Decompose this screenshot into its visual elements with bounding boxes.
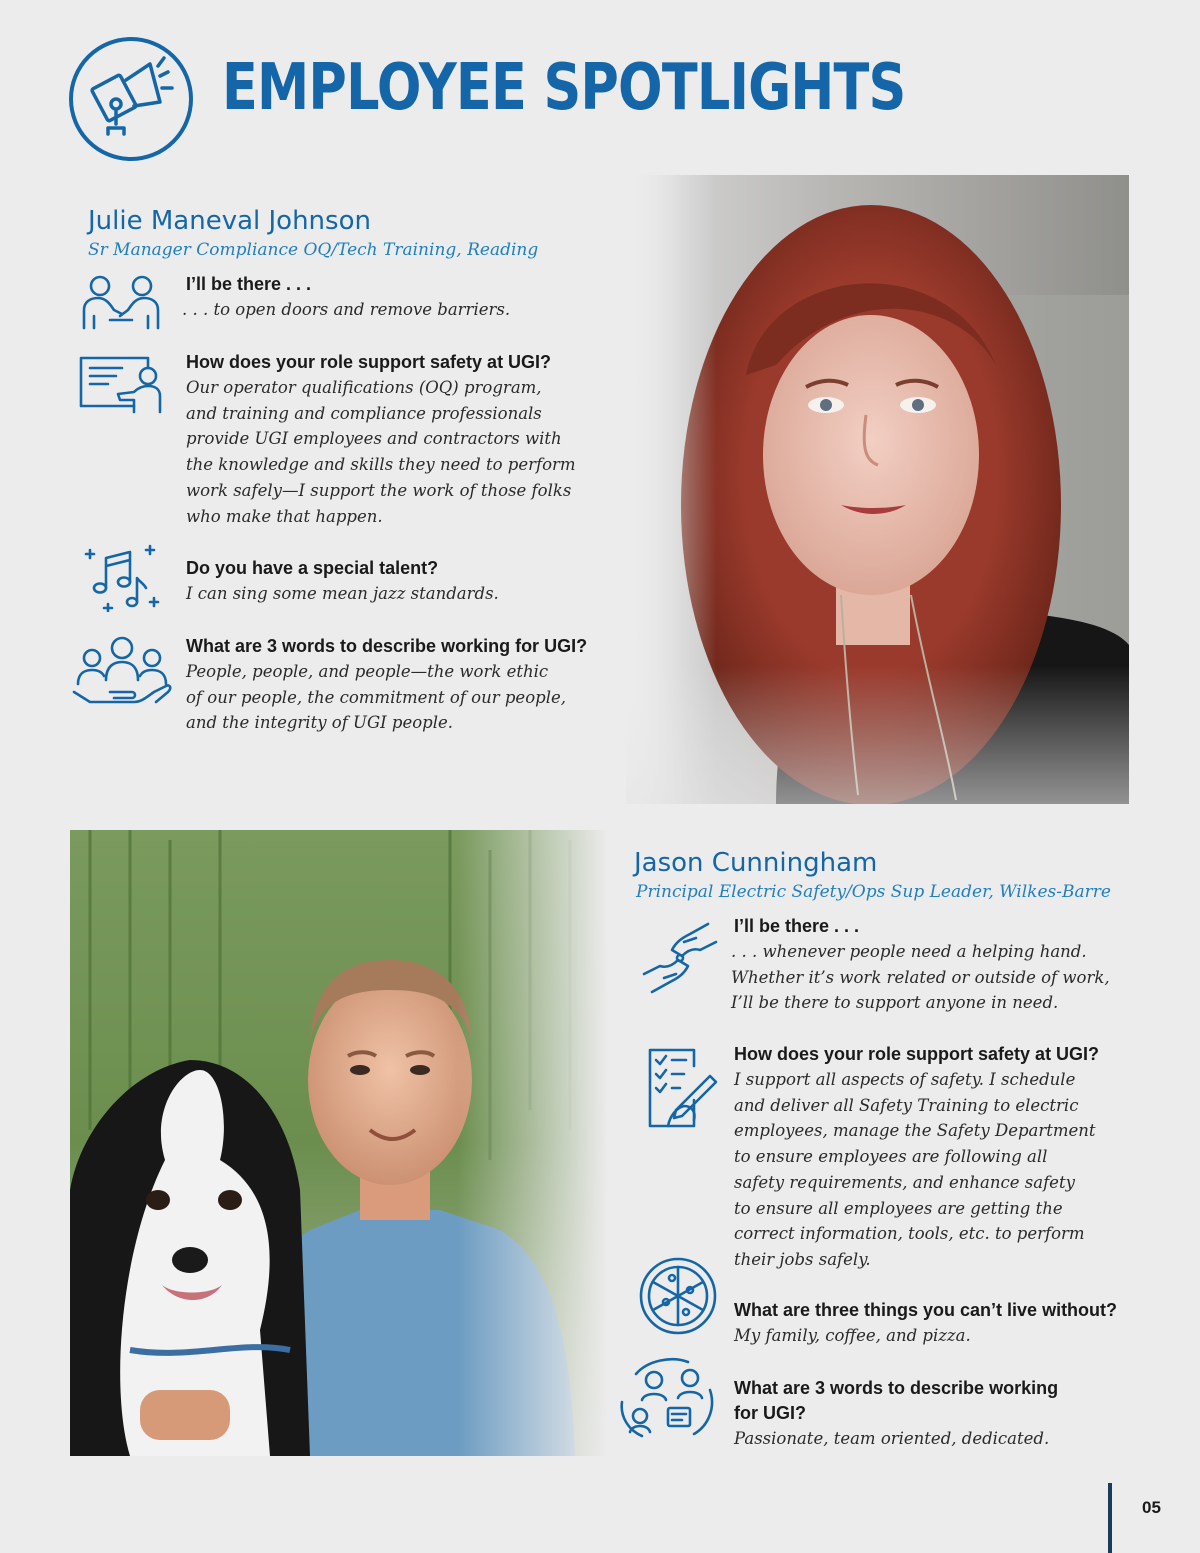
- page-number: 05: [1142, 1498, 1161, 1517]
- presentation-board-icon: [78, 354, 164, 414]
- spotlight-role-julie: Sr Manager Compliance OQ/Tech Training, Reading: [88, 240, 539, 260]
- qa-block: [186, 556, 636, 607]
- qa-block: [734, 1042, 1174, 1273]
- answer-text: People, people, and people—the work ethic of our people, the commitment of our people, and the integrity of UGI people.: [186, 662, 566, 733]
- portrait-photo-julie: [626, 175, 1129, 804]
- portrait-photo-jason-with-dog: [70, 830, 608, 1456]
- qa-block: [731, 914, 1164, 1016]
- qa-block: [182, 272, 636, 323]
- question-text: How does your role support safety at UGI?: [186, 352, 552, 372]
- helping-hands-icon: [638, 920, 722, 996]
- qa-block: [734, 1376, 1174, 1452]
- page-title: EMPLOYEE SPOTLIGHTS: [222, 51, 906, 125]
- question-text: What are 3 words to describe working for UGI?: [186, 636, 588, 656]
- answer-text: . . . whenever people need a helping hand. Whether it’s work related or outside of work, I’ll be there to support anyone in need.: [731, 942, 1110, 1013]
- megaphone-icon: [68, 36, 194, 162]
- qa-block: [186, 634, 646, 736]
- pizza-icon: [638, 1256, 718, 1336]
- answer-text: I can sing some mean jazz standards.: [186, 584, 499, 603]
- qa-block: [186, 350, 636, 529]
- people-group-icon: [70, 636, 174, 708]
- question-text: What are 3 words to describe working for UGI?: [734, 1378, 1059, 1423]
- checklist-pen-icon: [640, 1046, 718, 1132]
- spotlight-name-julie: Julie Maneval Johnson: [88, 206, 371, 236]
- answer-text: Passionate, team oriented, dedicated.: [734, 1429, 1050, 1448]
- spotlight-name-jason: Jason Cunningham: [634, 848, 878, 878]
- page-number-divider: [1108, 1483, 1112, 1553]
- question-text: How does your role support safety at UGI?: [734, 1044, 1100, 1064]
- question-text: What are three things you can’t live without?: [734, 1300, 1118, 1320]
- qa-block: [734, 1298, 1174, 1349]
- question-text: I’ll be there . . .: [734, 916, 860, 936]
- handshake-people-icon: [80, 274, 162, 332]
- answer-text: I support all aspects of safety. I schedule and deliver all Safety Training to electric employees, manage the Safety Department to ensure employees are following all safety requirements, and enhance safety to ensure all employees are getting the correct information, tools, etc. to perform their jobs safely.: [734, 1070, 1096, 1269]
- spotlight-role-jason: Principal Electric Safety/Ops Sup Leader, Wilkes-Barre: [636, 882, 1111, 902]
- answer-text: . . . to open doors and remove barriers.: [182, 300, 511, 319]
- answer-text: My family, coffee, and pizza.: [734, 1326, 971, 1345]
- answer-text: Our operator qualifications (OQ) program, and training and compliance professionals provide UGI employees and contractors with the knowledge and skills they need to perform work safely—I support the work of those folks who make that happen.: [186, 378, 576, 526]
- music-notes-icon: [80, 544, 162, 612]
- question-text: I’ll be there . . .: [186, 274, 312, 294]
- question-text: Do you have a special talent?: [186, 558, 439, 578]
- team-circle-icon: [614, 1354, 718, 1440]
